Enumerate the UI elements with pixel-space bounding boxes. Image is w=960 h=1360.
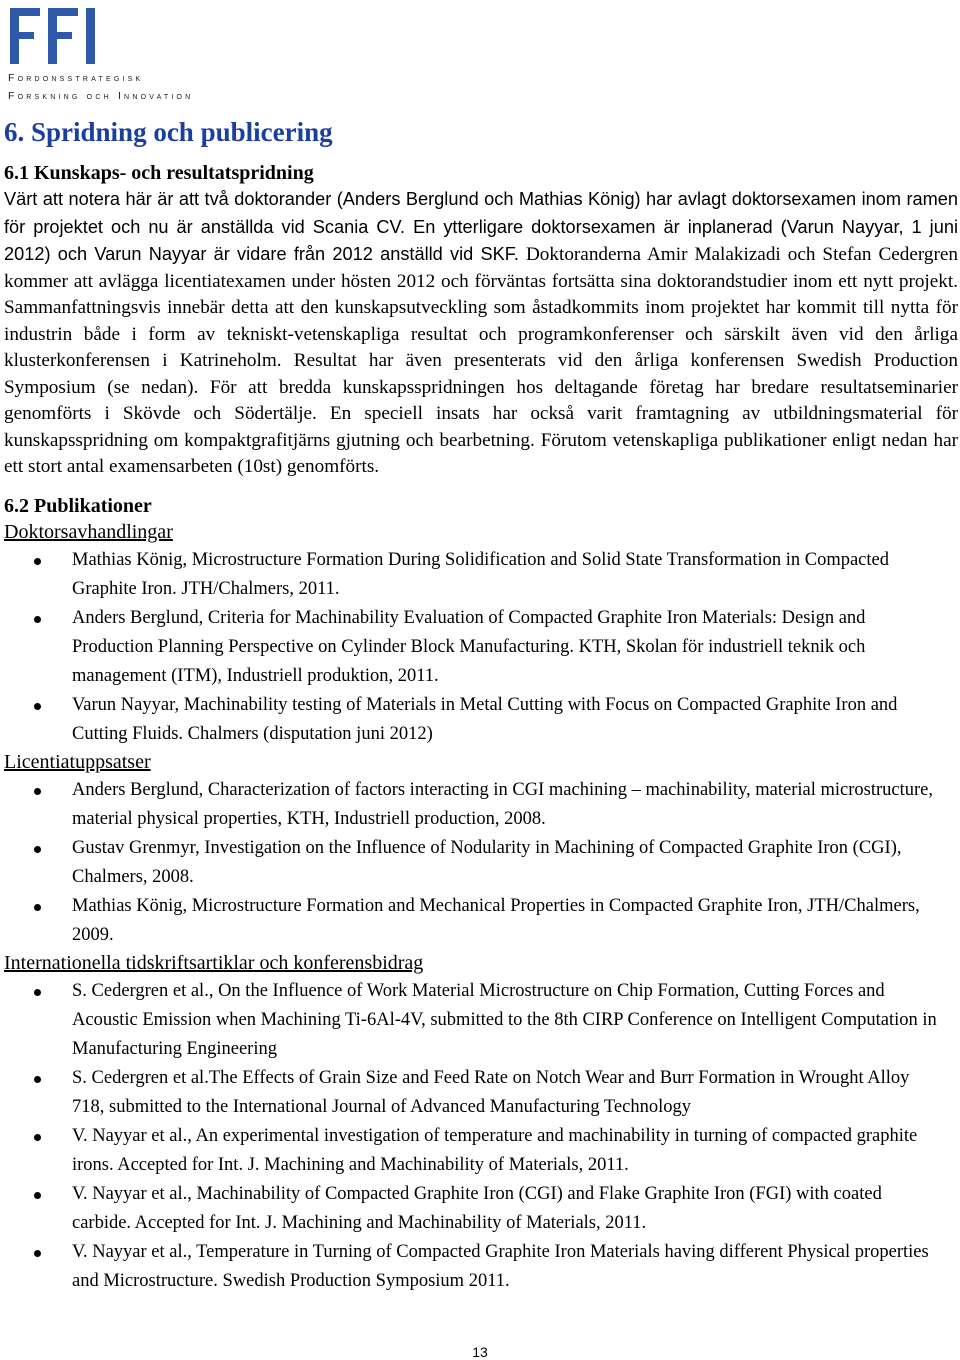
logo-tagline-1: Fordonsstrategisk: [8, 72, 144, 84]
reference-text: Anders Berglund, Criteria for Machinability Evaluation of Compacted Graphite Iron Materials: Design and Production Planning Perspective on Cylinder Block Manufacturing. KTH, Skolan för industriell teknik och management (ITM), Industriell produktion, 2011.: [72, 607, 866, 686]
bullet-icon: [34, 1134, 41, 1141]
list-item: [4, 1122, 958, 1180]
bullet-icon: [34, 846, 41, 853]
bullet-icon: [34, 703, 41, 710]
list-item: [4, 776, 958, 834]
bullet-icon: [34, 788, 41, 795]
section-title: 6. Spridning och publicering: [4, 117, 333, 147]
subsection-title-knowledge: 6.1 Kunskaps- och resultatspridning: [4, 162, 314, 184]
body-paragraph: [4, 186, 958, 481]
bullet-icon: [34, 1250, 41, 1257]
logo-tagline-2: Forskning och Innovation: [8, 90, 194, 102]
list-item: [4, 1180, 958, 1238]
bullet-icon: [34, 989, 41, 996]
reference-text: Gustav Grenmyr, Investigation on the Influence of Nodularity in Machining of Compacted Graphite Iron (CGI), Chalmers, 2008.: [72, 837, 902, 887]
reference-text: S. Cedergren et al., On the Influence of Work Material Microstructure on Chip Formation, Cutting Forces and Acoustic Emission when Machining Ti-6Al-4V, submitted to the 8th CIRP Conference on Intelligent Computation in Manufacturing Engineering: [72, 980, 937, 1059]
bullet-icon: [34, 1192, 41, 1199]
international-list: [4, 977, 958, 1296]
reference-text: Anders Berglund, Characterization of factors interacting in CGI machining – machinability, material microstructure, material physical properties, KTH, Industriell production, 2008.: [72, 779, 933, 829]
reference-text: Varun Nayyar, Machinability testing of Materials in Metal Cutting with Focus on Compacted Graphite Iron and Cutting Fluids. Chalmers (disputation juni 2012): [72, 694, 898, 744]
reference-text: V. Nayyar et al., An experimental investigation of temperature and machinability in turning of compacted graphite irons. Accepted for Int. J. Machining and Machinability of Materials, 2011.: [72, 1125, 918, 1175]
ffi-logo: [4, 2, 234, 106]
doctoral-list: [4, 546, 958, 749]
list-item: [4, 546, 958, 604]
international-heading: Internationella tidskriftsartiklar och konferensbidrag: [4, 951, 424, 974]
ffi-logo-mark: [4, 2, 104, 66]
bullet-icon: [34, 1076, 41, 1083]
licentiate-heading: Licentiatuppsatser: [4, 750, 151, 773]
subsection-title-publications: 6.2 Publikationer: [4, 494, 152, 517]
bullet-icon: [34, 904, 41, 911]
reference-text: V. Nayyar et al., Temperature in Turning of Compacted Graphite Iron Materials having different Physical properties and Microstructure. Swedish Production Symposium 2011.: [72, 1241, 929, 1291]
list-item: [4, 1238, 958, 1296]
list-item: [4, 604, 958, 691]
reference-text: Mathias König, Microstructure Formation During Solidification and Solid State Transformation in Compacted Graphite Iron. JTH/Chalmers, 2011.: [72, 549, 889, 599]
list-item: [4, 834, 958, 892]
list-item: [4, 892, 958, 950]
reference-text: V. Nayyar et al., Machinability of Compacted Graphite Iron (CGI) and Flake Graphite Iron (FGI) with coated carbide. Accepted for Int. J. Machining and Machinability of Materials, 2011.: [72, 1183, 882, 1233]
reference-text: S. Cedergren et al.The Effects of Grain Size and Feed Rate on Notch Wear and Burr Formation in Wrought Alloy 718, submitted to the International Journal of Advanced Manufacturing Technology: [72, 1067, 910, 1117]
body-paragraph-part-1: Värt att notera här är att två doktorander (Anders Berglund och Mathias König) har avlagt doktorsexamen inom ramen för projektet och nu är anställda vid Scania CV. En ytterligare doktorsexamen är inplanerad (Varun Nayyar, 1 juni 2012) och Varun Nayyar är vidare från 2012 anställd vid SKF.: [4, 189, 958, 264]
body-paragraph-part-2: Doktoranderna Amir Malakizadi och Stefan Cedergren kommer att avlägga licentiatexamen under hösten 2012 och förväntas fortsätta sina doktorandstudier inom ett nytt projekt. Sammanfattningsvis innebär detta att den kunskapsutveckling som åstadkommits inom projektet har kommit till nytta för industrin både i form av tekniskt-vetenskapliga resultat och programkonferenser och särskilt även vid den årliga klusterkonferensen i Katrineholm. Resultat har även presenterats vid den årliga konferensen Swedish Production Symposium (se nedan). För att bredda kunskapsspridningen hos deltagande företag har bredare resultatseminarier genomförts i Skövde och Södertälje. En speciell insats har också varit framtagning av utbildningsmaterial för kunskapsspridning om kompaktgrafitjärns gjutning och bearbetning. Förutom vetenskapliga publikationer enligt nedan har ett stort antal examensarbeten (10st) genomförts.: [4, 244, 959, 477]
document-content: [4, 114, 958, 1296]
list-item: [4, 1064, 958, 1122]
licentiate-list: [4, 776, 958, 950]
list-item: [4, 691, 958, 749]
list-item: [4, 977, 958, 1064]
doctoral-heading: Doktorsavhandlingar: [4, 520, 173, 543]
bullet-icon: [34, 558, 41, 565]
reference-text: Mathias König, Microstructure Formation and Mechanical Properties in Compacted Graphite Iron, JTH/Chalmers, 2009.: [72, 895, 920, 945]
bullet-icon: [34, 616, 41, 623]
page-number: 13: [472, 1344, 488, 1360]
